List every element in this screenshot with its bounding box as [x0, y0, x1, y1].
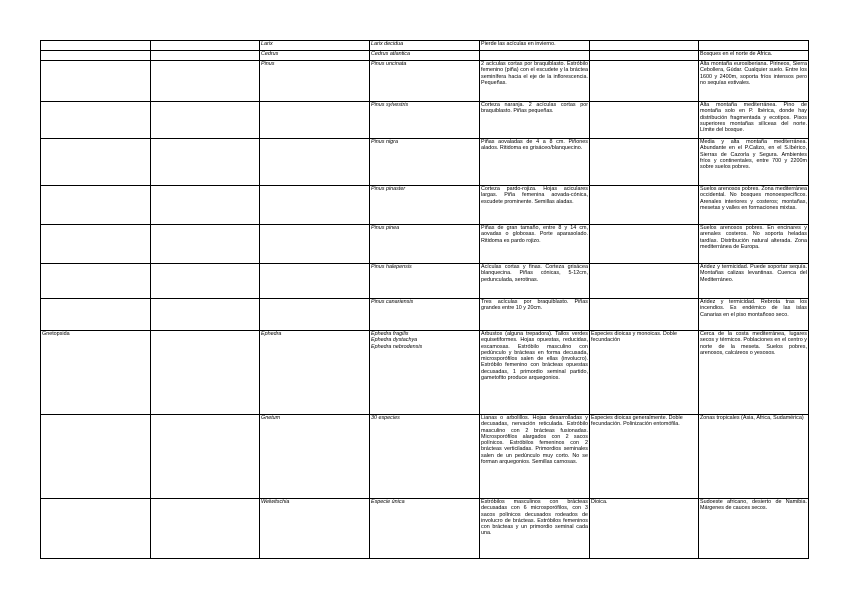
species-cell: [370, 499, 480, 559]
characters-cell: [480, 51, 590, 61]
table-row: [41, 499, 809, 559]
class-cell: [41, 61, 151, 102]
order-cell: [151, 186, 260, 225]
table-row: [41, 139, 809, 186]
characters-cell: Piñas de gran tamaño, entre 8 y 14 cm, aovadas o globosas. Porte aparasolado. Ritidoma es pardo rojizo.: [480, 225, 590, 264]
genus-cell: Pinus: [260, 61, 370, 102]
genus-cell: Larix: [260, 41, 370, 51]
class-cell: Gnetopsida: [41, 331, 151, 415]
habitat-cell: Alta montaña mediterránea. Pino de montaña solo en P. Ibérica, donde hay distribución fragmentada y ecotipos. Pisos superiores montañas silíceas del norte. Límite del bosque.: [699, 102, 809, 139]
table-row: [41, 102, 809, 139]
class-cell: [41, 225, 151, 264]
characters-cell: Estróbilos masculinos con brácteas decusadas con 6 microsporófilos, con 3 sacos polínicos decusados rodeados de involucro de brácteas. Estróbilos femeninos con brácteas y un primordio seminal cada una.: [480, 499, 590, 559]
sexuality-cell: Especies dioicas generalmente. Doble fecundación. Polinización entomófila.: [590, 415, 699, 499]
taxonomy-table: [40, 40, 809, 559]
class-cell: [41, 299, 151, 331]
sexuality-cell: [590, 61, 699, 102]
class-cell: [41, 102, 151, 139]
table-body: [41, 41, 809, 559]
species-name: Ephedra nebrodensis: [371, 343, 423, 350]
habitat-cell: Bosques en el norte de África.: [699, 51, 809, 61]
habitat-cell: [699, 41, 809, 51]
table-row: [41, 225, 809, 264]
order-cell: [151, 61, 260, 102]
sexuality-cell: [590, 299, 699, 331]
species-name: Pinus pinea: [371, 225, 400, 231]
species-cell: [370, 225, 480, 264]
genus-cell: Cedrus: [260, 51, 370, 61]
genus-cell: [260, 299, 370, 331]
characters-cell: Corteza naranja. 2 acículas cortas por braquiblasto. Piñas pequeñas.: [480, 102, 590, 139]
species-name: 30 especies: [371, 415, 400, 421]
habitat-cell: Sudoeste africano, desierto de Namibia. Márgenes de cauces secos.: [699, 499, 809, 559]
table-row: [41, 61, 809, 102]
order-cell: [151, 299, 260, 331]
species-name: Especie única: [371, 499, 405, 505]
order-cell: [151, 139, 260, 186]
sexuality-cell: [590, 102, 699, 139]
species-name: Pinus halepensis: [371, 264, 412, 270]
table-row: [41, 41, 809, 51]
species-cell: [370, 51, 480, 61]
genus-cell: [260, 139, 370, 186]
document-page: [40, 40, 808, 559]
characters-cell: Acículas cortas y finas. Corteza grisácea blanquecina. Piñas cónicas, 5-12cm, pedunculada, serotinas.: [480, 264, 590, 299]
habitat-cell: Zonas tropicales (Asia, África, Sudamérica): [699, 415, 809, 499]
table-row: [41, 299, 809, 331]
species-name: Pinus pinaster: [371, 186, 406, 192]
characters-cell: Corteza pardo-rojiza. Hojas aciculares largas. Piña femenina aovada-cónica, escudete prominente. Semillas aladas.: [480, 186, 590, 225]
table-row: [41, 186, 809, 225]
species-cell: [370, 61, 480, 102]
genus-cell: [260, 186, 370, 225]
species-cell: [370, 186, 480, 225]
species-cell: [370, 299, 480, 331]
species-cell: [370, 139, 480, 186]
species-cell: [370, 102, 480, 139]
habitat-cell: Cerca de la costa mediterránea, lugares secos y térmicos. Poblaciones en el centro y norte de la meseta. Suelos pobres, arenosos, calcáreos o yesosos.: [699, 331, 809, 415]
species-cell: [370, 41, 480, 51]
class-cell: [41, 186, 151, 225]
sexuality-cell: [590, 264, 699, 299]
species-name: Cedrus atlantica: [371, 51, 410, 57]
characters-cell: Lianas o arbolillos. Hojas desarrolladas y decusadas, nervación reticulada. Estróbilo masculino con 2 brácteas fusionadas. Microsporófilos alargados con 2 sacos polínicos. Estróbilos femeninos con 2 brácteas verticiladas. Primordios seminales salen de un pedúnculo muy corto. No se forman arquegonios. Semillas carnosas.: [480, 415, 590, 499]
order-cell: [151, 41, 260, 51]
characters-cell: Tres acículas por braquiblasto. Piñas grandes entre 10 y 20cm.: [480, 299, 590, 331]
genus-cell: Ephedra: [260, 331, 370, 415]
table-row: [41, 331, 809, 415]
species-name: Pinus sylvestris: [371, 102, 409, 108]
sexuality-cell: Dioica.: [590, 499, 699, 559]
genus-cell: [260, 225, 370, 264]
habitat-cell: Suelos arenosos pobres. En encinares y arenales costeros. No soporta heladas tardías. Distribución natural alterada. Zona mediterránea de Europa.: [699, 225, 809, 264]
species-name: Ephedra fragilis: [371, 331, 409, 337]
characters-cell: Piñas aovaladas de 4 a 8 cm. Piñones alados. Ritidoma es grisáceo/blanquecino.: [480, 139, 590, 186]
species-cell: [370, 264, 480, 299]
species-name: Pinus uncinata: [371, 61, 407, 67]
table-row: [41, 51, 809, 61]
characters-cell: Pierde las acículas en invierno.: [480, 41, 590, 51]
order-cell: [151, 264, 260, 299]
genus-cell: [260, 264, 370, 299]
characters-cell: 2 acículas cortas por braquiblasto. Estróbilo femenino (piña) con el escudete y la bráctea seminífera hacia el eje de la inflorescencia. Pequeñas.: [480, 61, 590, 102]
class-cell: [41, 41, 151, 51]
sexuality-cell: [590, 139, 699, 186]
genus-cell: [260, 102, 370, 139]
sexuality-cell: Especies dioicas y monoicas. Doble fecundación: [590, 331, 699, 415]
order-cell: [151, 51, 260, 61]
species-cell: [370, 331, 480, 415]
order-cell: [151, 225, 260, 264]
class-cell: [41, 499, 151, 559]
habitat-cell: Alta montaña eurosiberiana. Pirineos, Sierra Cebollera, Gúdar. Cualquier suelo. Entre los 1600 y 2400m, soporta fríos intensos pero no sequías estivales.: [699, 61, 809, 102]
table-row: [41, 264, 809, 299]
species-name: Pinus canariensis: [371, 299, 414, 305]
genus-cell: Welwitschia: [260, 499, 370, 559]
order-cell: [151, 102, 260, 139]
class-cell: [41, 415, 151, 499]
order-cell: [151, 415, 260, 499]
species-name: Ephedra dystachya: [371, 337, 418, 344]
species-name: Pinus nigra: [371, 139, 398, 145]
sexuality-cell: [590, 186, 699, 225]
order-cell: [151, 331, 260, 415]
species-cell: [370, 415, 480, 499]
characters-cell: Arbustos (alguna trepadora). Tallos verdes equisetiformes. Hojas opuestas, reducidas, escamosas. Estróbilo masculino con pedúnculo y brácteas en forma decusada, microsporófilos salen de ellas (involucro). Estróbilo femenino con brácteas opuestas decusadas, 1 primordio seminal partido, gametofito produce arquegonios.: [480, 331, 590, 415]
order-cell: [151, 499, 260, 559]
habitat-cell: Suelos arenosos pobres. Zona mediterránea occidental. No bosques monoespecíficos. Arenales interiores y costeros; montañas, mesetas y valles en formaciones mixtas.: [699, 186, 809, 225]
habitat-cell: Aridez y termicidad. Puede soportar sequía. Montañas calizas levantinas. Cuenca del Mediterráneo.: [699, 264, 809, 299]
habitat-cell: Media y alta montaña mediterránea. Abundante en el P.Calizo, en el S.Ibérico, Sierras de Cazorla y Segura. Ambientes fríos y continentales, entre 700 y 2200m sobre suelos pobres.: [699, 139, 809, 186]
sexuality-cell: [590, 41, 699, 51]
class-cell: [41, 139, 151, 186]
sexuality-cell: [590, 51, 699, 61]
table-row: [41, 415, 809, 499]
species-name: Larix decidua: [371, 41, 404, 47]
class-cell: [41, 51, 151, 61]
class-cell: [41, 264, 151, 299]
sexuality-cell: [590, 225, 699, 264]
habitat-cell: Aridez y termicidad. Rebrota tras los incendios. Es endémico de las islas Canarias en el piso montañoso seco.: [699, 299, 809, 331]
genus-cell: Gnetum: [260, 415, 370, 499]
